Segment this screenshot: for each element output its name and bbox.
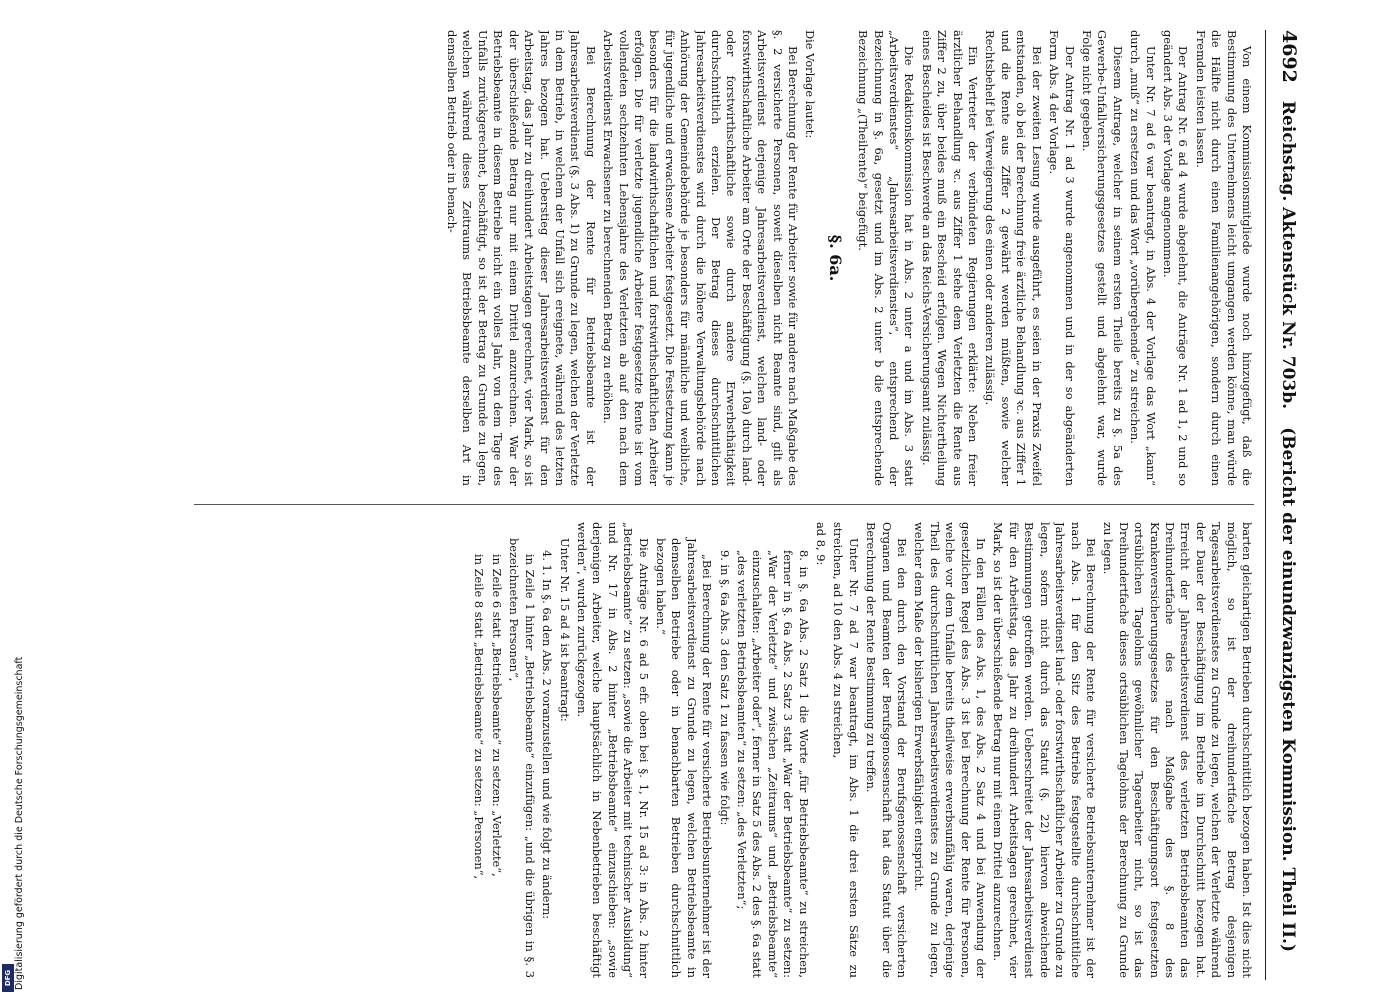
paragraph: Die Vorlage lautet: (803, 30, 818, 139)
list-item: 4. 1. In §. 6a den Abs. 2 voranzustellen und wie folgt zu ändern: (540, 550, 555, 920)
list-item: 8. in §. 6a Abs. 2 Satz 1 die Worte „für Betriebsbeamte“ zu streichen, ferner in §. 6a Abs. 2 Satz 3 statt „War der Betriebsbeamte“ zu setzen: „War der Verletzte“ und zwischen „Zeitraums“ und „Betriebsbeamte“ einzuschalten: „Arbeiter oder“, ferner in Satz 5 des Abs. 2 des §. 6a statt „des verletzten Betriebsbeamten“ zu setzen: „des Verletzten“; (735, 550, 811, 978)
paragraph: In den Fällen des Abs. 1, des Abs. 2 Satz 4 und bei Anwendung der gesetzlichen Regel des Abs. 3 ist bei Berechnung der Rente für Personen, welche vor dem Unfalle bereits theilweise erwerbsunfähig waren, derjenige Theil des durchschnittlichen Jahresarbeitsverdienstes zu Grunde zu legen, welcher dem Maße der bisherigen Erwerbsfähigkeit entspricht. (912, 522, 989, 978)
paragraph: Die Anträge Nr. 6 ad 5 efr. oben bei §. 1, Nr. 15 ad 3: in Abs. 2 hinter „Betriebsbeamte“ zu setzen: „sowie die Arbeiter mit technischer Ausbildung“ und Nr. 17 in Abs. 2 hinter „Betriebsbeamte“ einzuschieben: „sowie derjenigen Arbeiter, welche hauptsächlich in Nebenbetrieben beschäftigt werden“, wurden zurückgezogen. (574, 522, 651, 978)
list-item: 9. in §. 6a Abs. 3 den Satz 1 zu fassen wie folgt: (717, 550, 732, 826)
paragraph: Diesem Antrage, welcher in seinem ersten Theile bereits zu §. 5a des Gewerbe-Unfallversicherungsgesetzes gestellt und abgelehnt war, wurde Folge nicht gegeben. (1079, 30, 1125, 486)
quoted-text: „Bei Berechnung der Rente für versicherte Betriebsunternehmer ist der Jahresarbeitsverdienst zu Grunde zu legen, welchen Betriebsbeamte in demselben Betriebe oder in benachbarten Betrieben durchschnittlich bezogen haben.“ (653, 538, 715, 978)
paragraph: Unter Nr. 7 ad 6 war beantragt, in Abs. 4 der Vorlage das Wort „kann“ durch „muß“ zu ersetzen und das Wort „vorübergehende“ zu streichen. (1128, 30, 1158, 486)
paragraph: Bei Berechnung der Rente für versicherte Betriebsunternehmer ist der nach Abs. 1 für den Sitz des Betriebs festgestellte durchschnittliche Jahresarbeitsverdienst land- oder forstwirthschaftlicher Arbeiter zu Grunde zu legen, sofern nicht durch das Statut (§. 22) hiervon abweichende Bestimmungen getroffen werden. Ueberschreitet der Jahresarbeitsverdienst für den Arbeitstag, das Jahr zu dreihundert Arbeitstagen gerechnet, vier Mark, so ist der überschießende Betrag nur mit einem Drittel anzurechnen. (991, 522, 1098, 978)
paragraph: Bei der zweiten Lesung wurde ausgeführt, es seien in der Praxis Zweifel entstanden, ob bei der Berechnung freie ärztliche Behandlung ꝛc. aus Ziffer 1 und die Rente aus Ziffer 2 gewährt werden müßten, sowie welcher Rechtsbehelf bei Verweigerung des einen oder anderen zulässig. (983, 30, 1044, 486)
page-number: 4692 (1278, 30, 1300, 83)
quoted-text: in Zeile 8 statt „Betriebsbeamte“ zu setzen: „Personen“, (472, 554, 487, 880)
paragraph: Der Antrag Nr. 6 ad 4 wurde abgelehnt, die Anträge Nr. 1 ad 1, 2 und so geändert Abs. 3 der Vorlage angenommen. (1160, 30, 1191, 486)
paragraph: Der Antrag Nr. 1 ad 3 wurde angenommen und in der so abgeänderten Form Abs. 4 der Vorlage. (1047, 30, 1077, 486)
paragraph: Von einem Kommissionsmitgliede wurde noch hinzugefügt, daß die Bestimmung des Unternehmens leicht umgangen werden könne, man würde die Hälfte nicht durch einen Familienangehörigen, sondern durch einen Fremden leisten lassen. (1193, 30, 1254, 486)
rotated-text-area (60, 30, 1300, 980)
dfg-logo (2, 964, 14, 992)
digitization-credit (0, 0, 28, 1000)
quoted-text: in Zeile 1 hinter „Betriebsbeamte“ einzufügen: „und die übrigen in §. 3 bezeichneten Personen“, (507, 538, 537, 978)
paragraph: Bei Berechnung der Rente für Arbeiter sowie für andere nach Maßgabe des §. 2 versicherte Personen, soweit dieselben nicht Beamte sind, gilt als Arbeitsverdienst derjenige Jahresarbeitsverdienst, welchen land- oder forstwirthschaftliche Arbeiter am Orte der Beschäftigung (§. 10a) durch land- oder forstwirthschaftliche sowie durch andere Erwerbsthätigkeit durchschnittlich erzielen. Der Betrag dieses durchschnittlichen Jahresarbeitsverdienstes wird durch die höhere Verwaltungsbehörde nach Anhörung der Gemeindebehörde je besonders für männliche und weibliche, für jugendliche und erwachsene Arbeiter festgesetzt. Die Festsetzung kann je besonders für die landwirthschaftlichen und forstwirthschaftlichen Arbeiter erfolgen. Die für verletzte jugendliche Arbeiter festgesetzte Rente ist vom vollendeten sechzehnten Lebensjahre des Verletzten ab auf den nach dem Arbeitsverdienst Erwachsener zu berechnenden Betrag zu erhöhen. (601, 30, 801, 486)
credit-text: Digitalisierung gefördert durch die Deutsche Forschungsgemeinschaft (14, 656, 25, 990)
section-heading: §. 6a. (825, 234, 845, 282)
paragraph: Die Redaktionskommission hat in Abs. 2 unter a und im Abs. 3 statt „Arbeitsverdienstes“ „Jahresarbeitsverdienstes“, entsprechend der Bezeichnung in §. 6a, gesetzt und im Abs. 2 unter b die entsprechende Bezeichnung „(Theilrente)“ beigefügt. (856, 30, 917, 486)
paragraph: ad 8, 9: (814, 522, 829, 566)
paragraph: Ein Vertreter der verbündeten Regierungen erklärte: Neben freier ärztlicher Behandlung ꝛc. aus Ziffer 1 stehe dem Verletzten die Rente aus Ziffer 2 zu, über beides muß ein Bescheid erfolgen. Wegen Nichtertheilung eines Bescheides ist Beschwerde an das Reichs-Versicherungsamt zulässig. (919, 30, 981, 486)
paragraph: Unter Nr. 15 ad 4 ist beantragt: (557, 538, 572, 722)
page-subtitle: (Bericht der einundzwanzigsten Kommission. Theil II.) (1278, 427, 1298, 953)
paragraph: Unter Nr. 7 ad 7 war beantragt, im Abs. 1 die drei ersten Sätze zu streichen, ad 10 den Abs. 4 zu streichen, (831, 522, 861, 978)
left-column (74, 30, 1254, 486)
column-divider (194, 504, 1254, 505)
paragraph: Bei den durch den Vorstand der Berufsgenossenschaft versicherten Organen und Beamten der Berufsgenossenschaft hat das Statut über die Berechnung der Rente Bestimmung zu treffen. (864, 522, 910, 978)
quoted-text: in Zeile 6 statt „Betriebsbeamte“ zu setzen: „Verletzte“, (489, 554, 504, 877)
paragraph: Bei Berechnung der Rente für Betriebsbeamte ist der Jahresarbeitsverdienst (§. 3 Abs. 1) zu Grunde zu legen, welchen der Verletzte in dem Betrieb, in welchem der Unfall sich ereignete, während des letzten Jahres bezogen hat. Ueberstieg dieser Jahresarbeitsverdienst für den Arbeitstag, das Jahr zu dreihundert Arbeitstagen gerechnet, vier Mark, so ist der überschießende Betrag nur mit einem Drittel anzurechnen. War der Betriebsbeamte in diesem Betriebe nicht ein volles Jahr, von dem Tage des Unfalls zurückgerechnet, beschäftigt, so ist der Betrag zu Grunde zu legen, welchen während dieses Zeitraums Betriebsbeamte derselben Art in demselben Betrieb oder in benach- (445, 30, 598, 486)
page-header (1265, 30, 1300, 980)
right-column (74, 522, 1254, 978)
dfg-logo-text: DFG (4, 969, 12, 987)
paragraph: barten gleichartigen Betrieben durchschnittlich bezogen haben. Ist dies nicht möglich, so ist der dreihundertfache Betrag desjenigen Tagesarbeitsverdienstes zu Grunde zu legen, welchen der Verletzte während der Dauer der Beschäftigung im Betriebe im Durchschnitt bezogen hat. Erreicht der Jahresarbeitsverdienst des verletzten Betriebsbeamten das Dreihundertfache des nach Maßgabe des §. 8 des Krankenversicherungsgesetzes für den Beschäftigungsort festgesetzten ortsüblichen Tagelohns gewöhnlicher Tagearbeiter nicht, so ist das Dreihundertfache dieses ortsüblichen Tagelohns der Berechnung zu Grunde zu legen. (1101, 522, 1254, 978)
page-title: Reichstag. Aktenstück Nr. 703b. (1278, 100, 1298, 410)
